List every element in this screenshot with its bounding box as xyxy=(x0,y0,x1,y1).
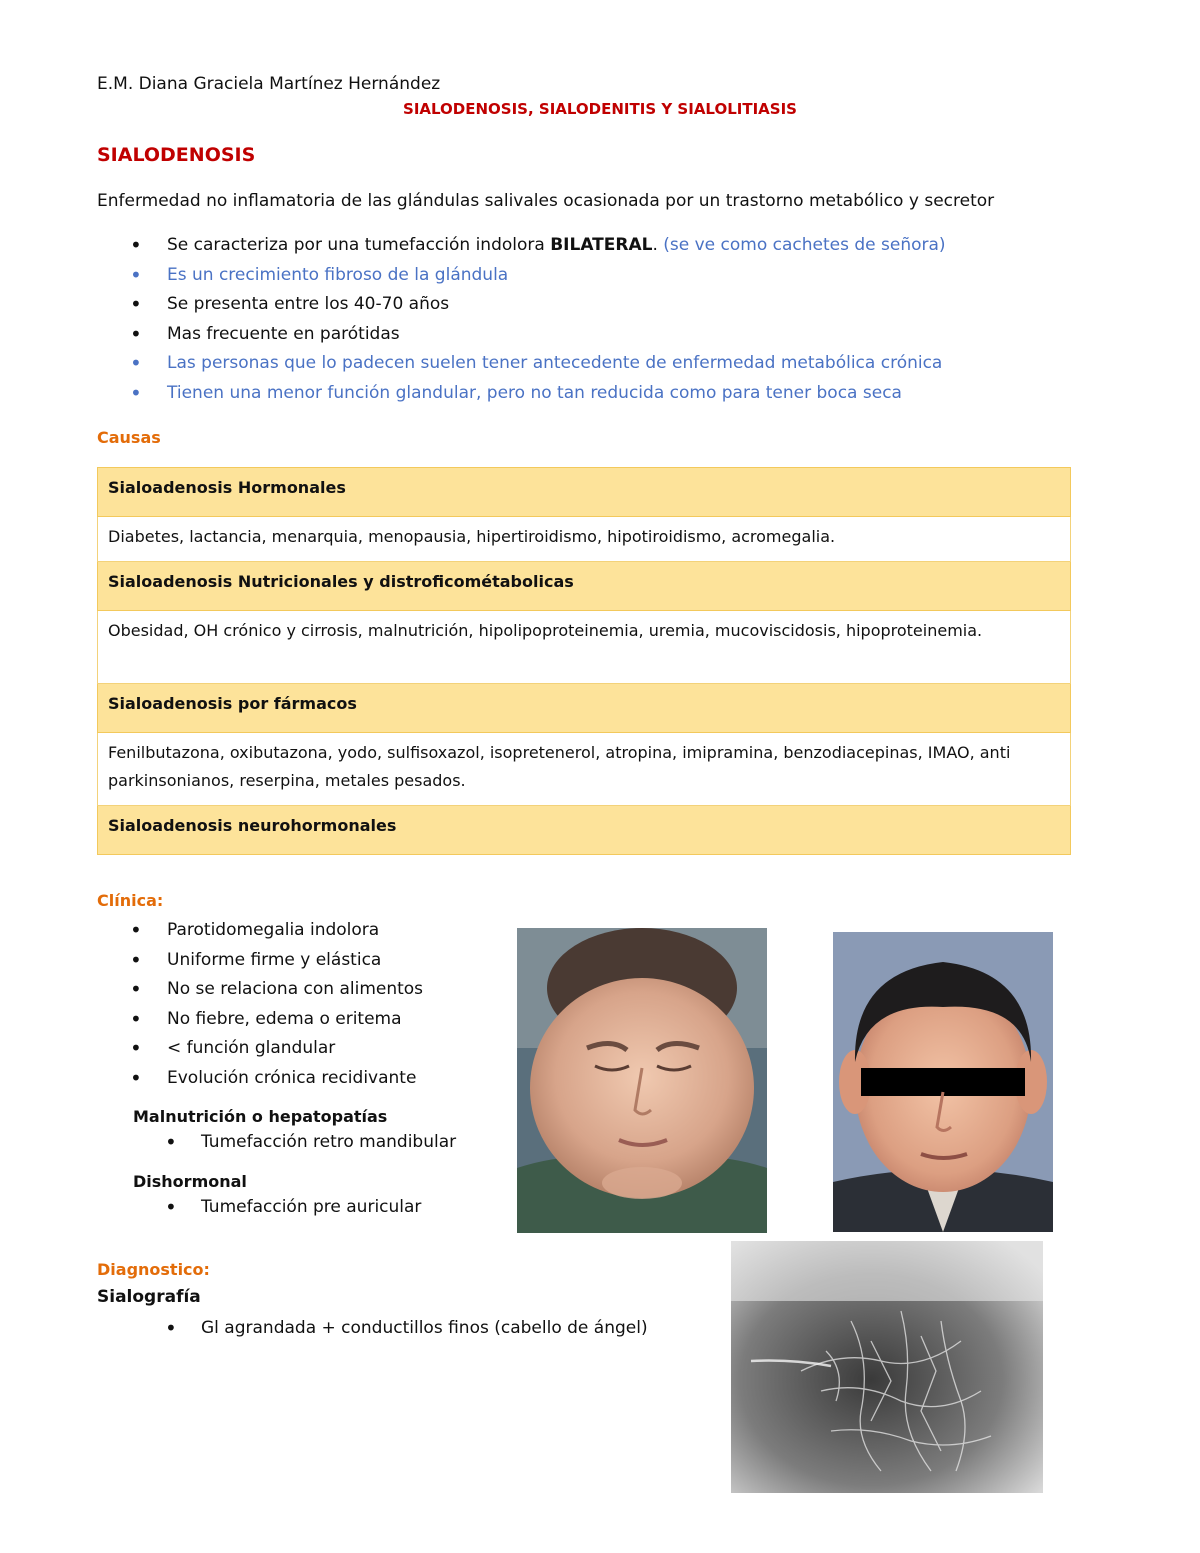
sialografia-subheading: Sialografía xyxy=(97,1287,201,1307)
document-title: SIALODENOSIS, SIALODENITIS Y SIALOLITIASIS xyxy=(403,100,797,118)
table-row xyxy=(98,684,1071,733)
list-item: • Uniforme firme y elástica xyxy=(97,946,517,976)
list-item: • Tumefacción retro mandibular xyxy=(97,1128,517,1158)
list-item: • No se relaciona con alimentos xyxy=(97,975,517,1005)
list-item: • No fiebre, edema o eritema xyxy=(97,1005,517,1035)
features-list xyxy=(97,231,1057,408)
patient-photo-woman xyxy=(517,928,767,1233)
diagnostico-heading: Diagnostico: xyxy=(97,1260,210,1279)
list-item: • Tumefacción pre auricular xyxy=(97,1193,517,1223)
malnutricion-list xyxy=(97,1128,517,1158)
table-row xyxy=(98,733,1071,806)
list-item: • < función glandular xyxy=(97,1034,517,1064)
list-item: • Es un crecimiento fibroso de la glándula xyxy=(97,261,1057,291)
table-cell: Sialoadenosis neurohormonales xyxy=(98,806,1071,855)
dishormonal-subheading: Dishormonal xyxy=(133,1171,247,1191)
section-title: SIALODENOSIS xyxy=(97,144,256,166)
causes-heading: Causas xyxy=(97,428,161,447)
table-row xyxy=(98,611,1071,684)
list-item: • Tienen una menor función glandular, pero no tan reducida como para tener boca seca xyxy=(97,379,1057,409)
list-item: • Parotidomegalia indolora xyxy=(97,916,517,946)
list-item: • Gl agrandada + conductillos finos (cabello de ángel) xyxy=(97,1314,717,1344)
list-item: • Mas frecuente en parótidas xyxy=(97,320,1057,350)
author-name: E.M. Diana Graciela Martínez Hernández xyxy=(97,74,441,94)
list-item: • Las personas que lo padecen suelen tener antecedente de enfermedad metabólica crónica xyxy=(97,349,1057,379)
causes-table xyxy=(97,467,1071,855)
sialography-xray-image xyxy=(731,1241,1043,1493)
table-row xyxy=(98,468,1071,517)
sialografia-list xyxy=(97,1314,717,1344)
clinica-section xyxy=(97,916,517,1222)
malnutricion-subheading: Malnutrición o hepatopatías xyxy=(133,1107,388,1126)
table-row xyxy=(98,562,1071,611)
patient-photo-man xyxy=(833,932,1053,1232)
table-cell: Sialoadenosis por fármacos xyxy=(98,684,1071,733)
dishormonal-list xyxy=(97,1193,517,1223)
list-item: • Se presenta entre los 40-70 años xyxy=(97,290,1057,320)
definition-paragraph: Enfermedad no inflamatoria de las glándulas salivales ocasionada por un trastorno metabólico y secretor xyxy=(97,191,995,211)
clinica-list xyxy=(97,916,517,1093)
table-cell: Fenilbutazona, oxibutazona, yodo, sulfisoxazol, isopretenerol, atropina, imipramina, benzodiacepinas, IMAO, anti parkinsonianos, reserpina, metales pesados. xyxy=(98,733,1071,806)
table-cell: Obesidad, OH crónico y cirrosis, malnutrición, hipolipoproteinemia, uremia, mucoviscidosis, hipoproteinemia. xyxy=(98,611,1071,684)
table-cell: Sialoadenosis Nutricionales y distroficométabolicas xyxy=(98,562,1071,611)
list-item: • Se caracteriza por una tumefacción indolora BILATERAL. (se ve como cachetes de señora) xyxy=(97,231,1057,261)
clinica-heading: Clínica: xyxy=(97,891,164,910)
list-item: • Evolución crónica recidivante xyxy=(97,1064,517,1094)
table-cell: Sialoadenosis Hormonales xyxy=(98,468,1071,517)
table-row xyxy=(98,517,1071,562)
table-row xyxy=(98,806,1071,855)
table-cell: Diabetes, lactancia, menarquia, menopausia, hipertiroidismo, hipotiroidismo, acromegalia. xyxy=(98,517,1071,562)
